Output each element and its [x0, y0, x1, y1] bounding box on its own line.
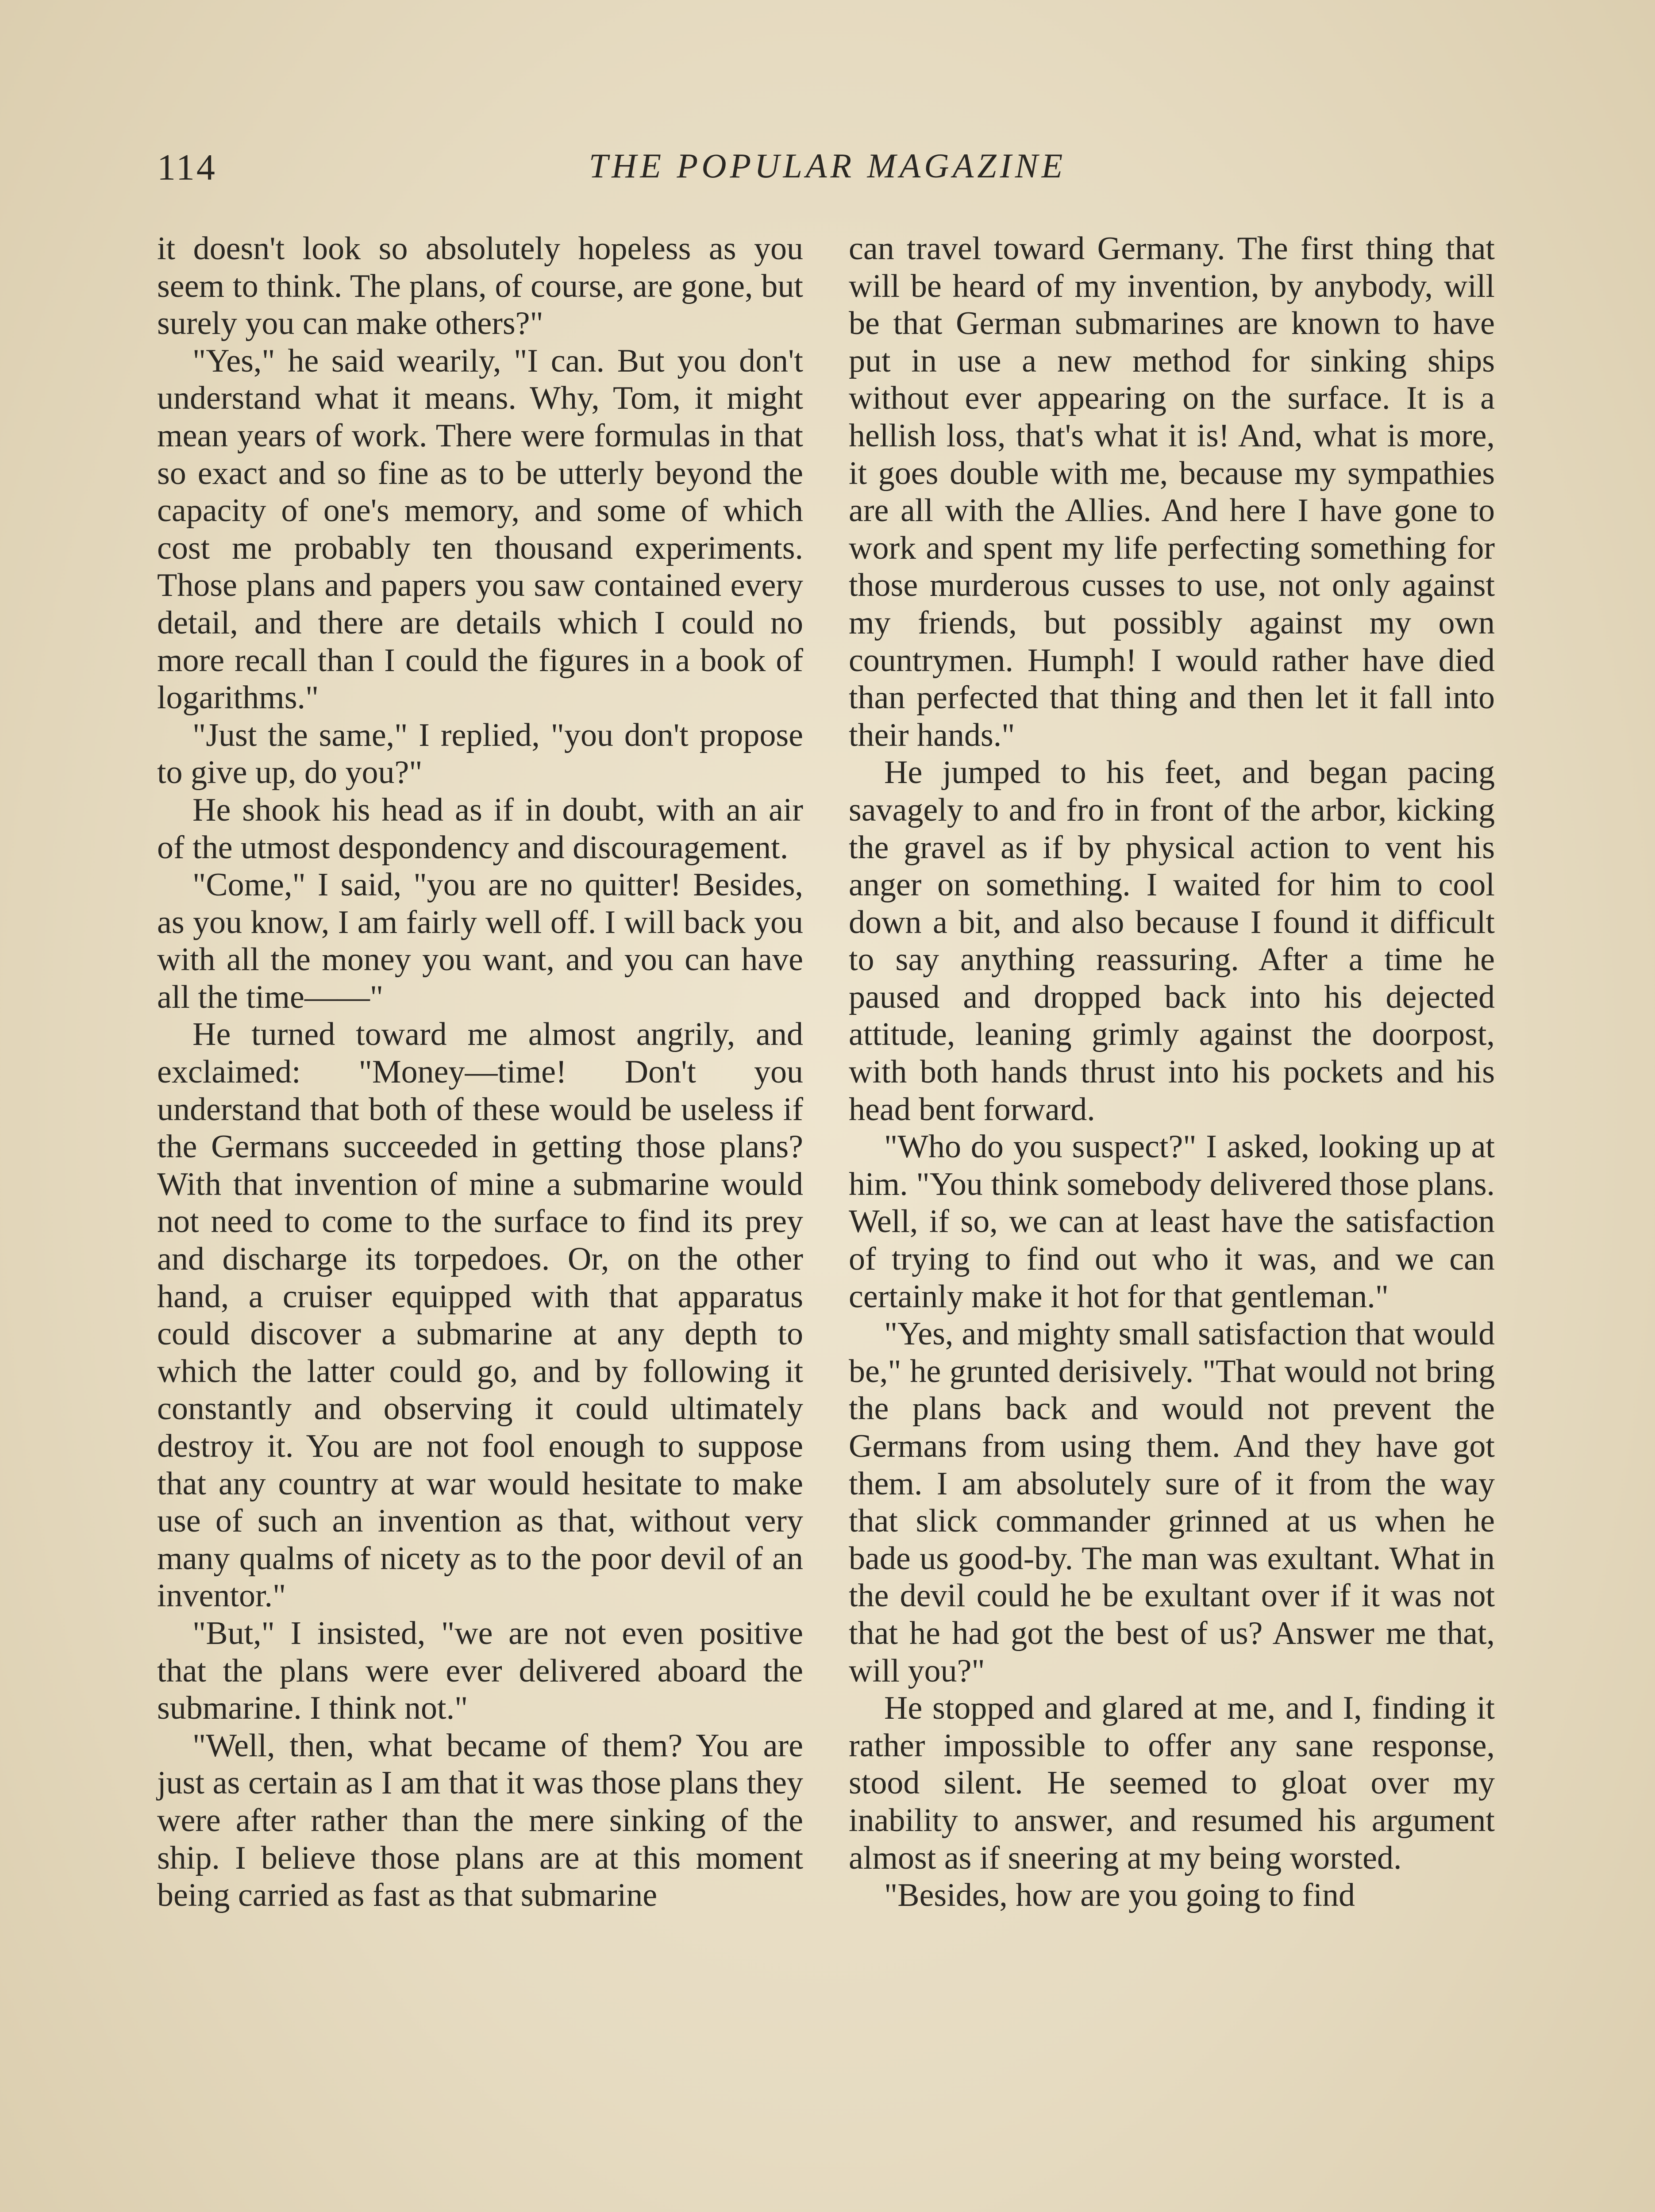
paragraph: "Yes, and mighty small satisfaction that would be," he grunted derisively. "That would not bring the plans back and would not prevent the Germans from using them. And they have got them. I am absolutely sure of it from the way that slick commander grinned at us when he bade us good-by. The man was exultant. What in the devil could he be exultant over if it was not that he had got the best of us? Answer me that, will you?" — [849, 1316, 1495, 1689]
page-number: 114 — [157, 147, 217, 188]
paragraph: He jumped to his feet, and began pacing savagely to and fro in front of the arbor, kicking the gravel as if by physical action to vent his anger on something. I waited for him to cool down a bit, and also because I found it difficult to say anything reassuring. After a time he paused and dropped back into his dejected attitude, leaning grimly against the doorpost, with both hands thrust into his pockets and his head bent forward. — [849, 754, 1495, 1128]
paragraph: "Well, then, what became of them? You are just as certain as I am that it was those plans they were after rather than the mere sinking of the ship. I believe those plans are at this moment being carried as fast as that submarine — [157, 1727, 803, 1914]
paragraph: can travel toward Germany. The first thing that will be heard of my invention, by anybody, will be that German submarines are known to have put in use a new method for sinking ships without ever appearing on the surface. It is a hellish loss, that's what it is! And, what is more, it goes double with me, because my sympathies are all with the Allies. And here I have gone to work and spent my life perfecting something for those murderous cusses to use, not only against my friends, but possibly against my own countrymen. Humph! I would rather have died than perfected that thing and then let it fall into their hands." — [849, 230, 1495, 753]
page-header — [157, 146, 1498, 195]
paragraph: "Come," I said, "you are no quitter! Besides, as you know, I am fairly well off. I will back you with all the money you want, and you can have all the time——" — [157, 867, 803, 1015]
paragraph: "Just the same," I replied, "you don't propose to give up, do you?" — [157, 717, 803, 791]
paragraph: He turned toward me almost angrily, and exclaimed: "Money—time! Don't you understand that both of these would be useless if the Germans succeeded in getting those plans? With that invention of mine a submarine would not need to come to the surface to find its prey and discharge its torpedoes. Or, on the other hand, a cruiser equipped with that apparatus could discover a submarine at any depth to which the latter could go, and by following it constantly and observing it could ultimately destroy it. You are not fool enough to suppose that any country at war would hesitate to make use of such an invention as that, without very many qualms of nicety as to the poor devil of an inventor." — [157, 1016, 803, 1614]
paragraph: "Who do you suspect?" I asked, looking up at him. "You think somebody delivered those plans. Well, if so, we can at least have the satisfaction of trying to find out who it was, and we can certainly make it hot for that gentleman." — [849, 1129, 1495, 1315]
paragraph: He shook his head as if in doubt, with an air of the utmost despondency and discouragement. — [157, 791, 803, 866]
left-column — [157, 230, 803, 1914]
paragraph: He stopped and glared at me, and I, finding it rather impossible to offer any sane response, stood silent. He seemed to gloat over my inability to answer, and resumed his argument almost as if sneering at my being worsted. — [849, 1690, 1495, 1876]
paragraph: "Besides, how are you going to find — [884, 1877, 1355, 1914]
right-column — [849, 230, 1495, 1914]
paragraph: it doesn't look so absolutely hopeless as you seem to think. The plans, of course, are gone, but surely you can make others?" — [157, 230, 803, 342]
paragraph: "But," I insisted, "we are not even positive that the plans were ever delivered aboard the submarine. I think not." — [157, 1615, 803, 1727]
running-head: THE POPULAR MAGAZINE — [589, 146, 1066, 185]
paragraph: "Yes," he said wearily, "I can. But you don't understand what it means. Why, Tom, it might mean years of work. There were formulas in that so exact and so fine as to be utterly beyond the capacity of one's memory, and some of which cost me probably ten thousand experiments. Those plans and papers you saw contained every detail, and there are details which I could no more recall than I could the figures in a book of logarithms." — [157, 342, 803, 716]
